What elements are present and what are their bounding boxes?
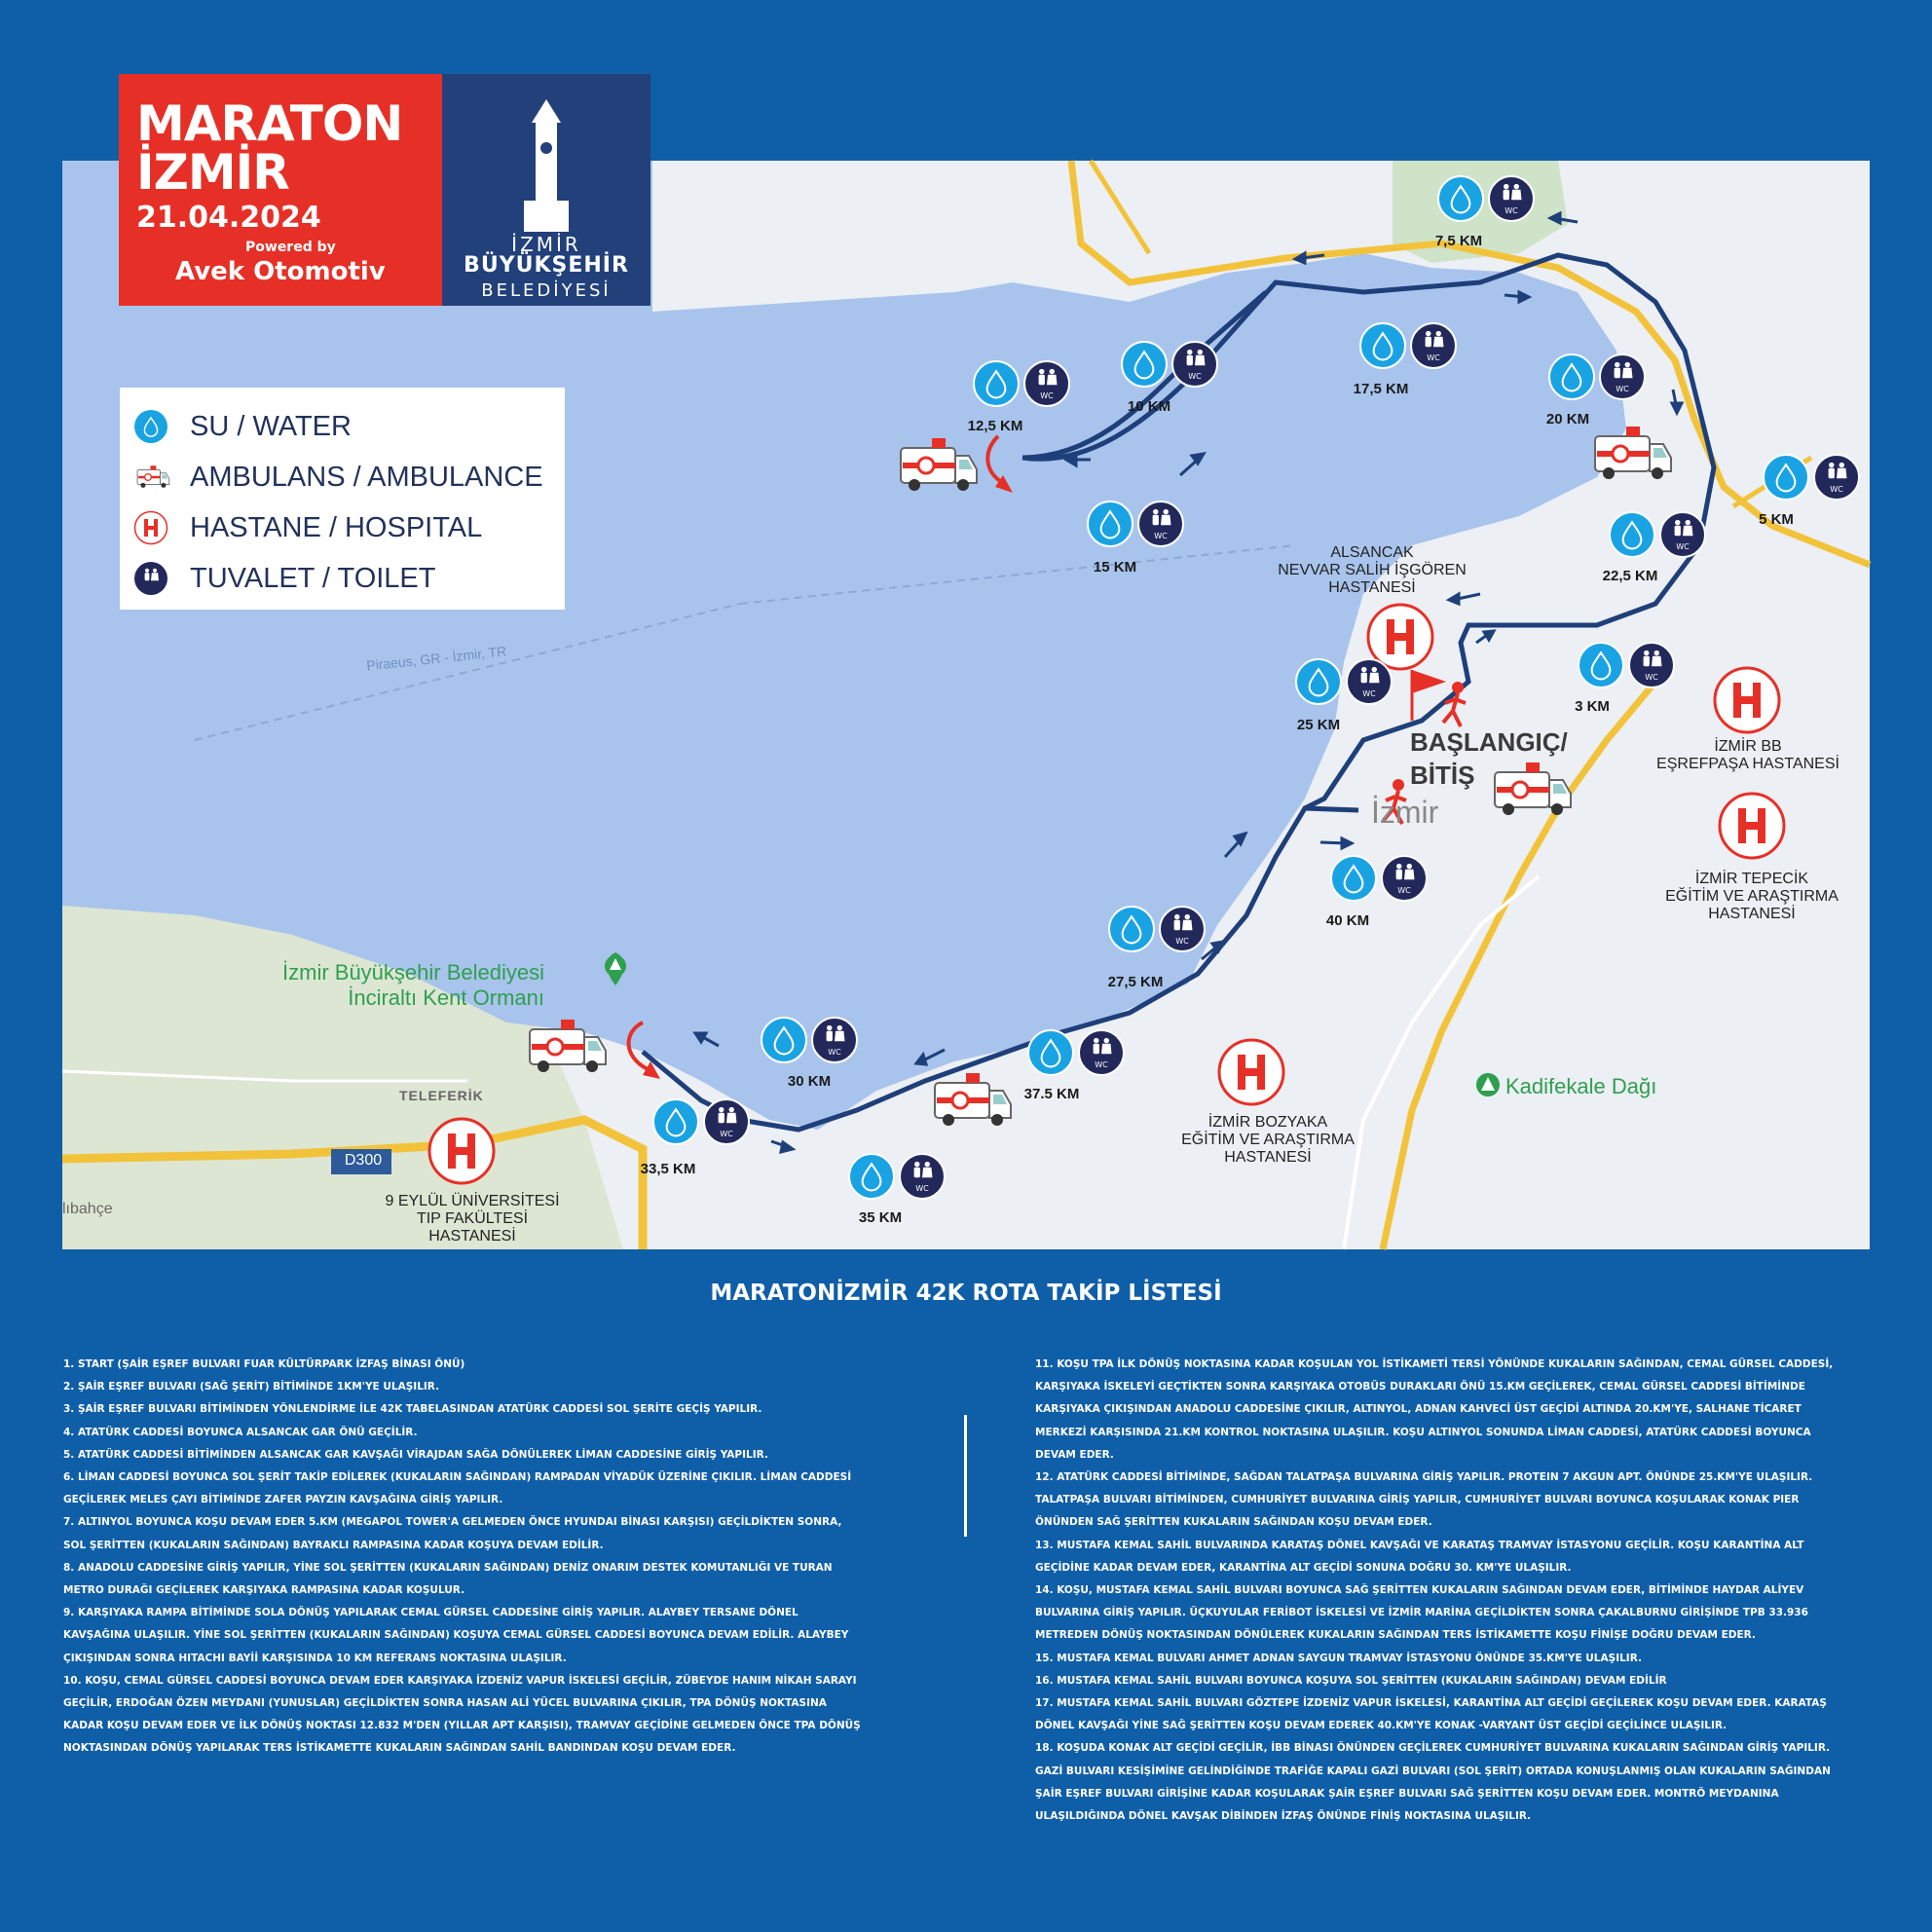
route-step: 10. KOŞU, CEMAL GÜRSEL CADDESİ BOYUNCA DEVAM EDER KARŞIYAKA İZDENİZ VAPUR İSKELESİ GEÇİLİR, ZÜBEYDE HANIM NİKAH SARAYI GEÇİLİR, ERDOĞAN ÖZEN MEYDANI (YUNUSLAR) GEÇİLDİKTEN SONRA HASAN ALİ YÜCEL BULVARINA ÇIKILIR, TPA DÖNÜŞ NOKTASINA KADAR KOŞU DEVAM EDER VE İLK DÖNÜŞ NOKTASI 12.832 M'DEN (YILLAR APT KARŞISI), TRAMVAY GEÇİDİNE GELMEDEN ÖNCE TPA DÖNÜŞ NOKTASINDAN DÖNÜŞ YAPILARAK TERS İSTİKAMETTE KUKALARIN SAĞINDAN SAHİL BANDINDAN KOŞU DEVAM EDER. bbox=[63, 1674, 861, 1755]
district-label: lıbahçe bbox=[62, 1201, 113, 1217]
route-step: 16. MUSTAFA KEMAL SAHİL BULVARI BOYUNCA KOŞUYA SOL ŞERİTTEN (KUKALARIN SAĞINDAN) DEVAM EDİLİR bbox=[1035, 1674, 1667, 1687]
wc-text: WC bbox=[1645, 673, 1658, 682]
station-km-label: 17,5 KM bbox=[1353, 381, 1409, 397]
municipality-name-line3: BELEDİYESİ bbox=[481, 280, 612, 301]
logo-title-line2: İZMİR bbox=[136, 144, 289, 201]
wc-text: WC bbox=[1427, 353, 1440, 362]
route-step: 5. ATATÜRK CADDESİ BİTİMİNDEN ALSANCAK GAR KAVŞAĞI VİRAJDAN SAĞA DÖNÜLEREK LİMAN CADDESİNE GİRİŞ YAPILIR. bbox=[63, 1448, 768, 1461]
water-drop-icon bbox=[1610, 512, 1654, 557]
wc-text: WC bbox=[915, 1184, 929, 1193]
route-step: 1. START (ŞAİR EŞREF BULVARI FUAR KÜLTÜRPARK İZFAŞ BİNASI ÖNÜ) bbox=[63, 1358, 465, 1370]
wc-text: WC bbox=[1188, 372, 1202, 381]
aid-station bbox=[1024, 1030, 1124, 1102]
aid-station bbox=[641, 1099, 749, 1177]
route-step: 11. KOŞU TPA İLK DÖNÜŞ NOKTASINA KADAR KOŞULAN YOL İSTİKAMETİ TERSİ YÖNÜNDE KUKALARIN SAĞINDAN, CEMAL GÜRSEL CADDESİ, KARŞIYAKA İSKELEYİ GEÇTİKTEN SONRA KARŞIYAKA OTOBÜS DURAKLARI ÖNÜ 15.KM GEÇİLEREK, CEMAL GÜRSEL CADDESİ BİTİMİNDE KARŞIYAKA ÇIKIŞINDAN ANADOLU CADDESİNE ÇIKILIR, ALTINYOL, ADNAN KAHVECİ ÜST GEÇİDİ ALTINDA 20.KM'YE, SALHANE TİCARET MERKEZİ KARŞISINDA 21.KM KONTROL NOKTASINA ULAŞILIR. KOŞU ALTINYOL SONUNDA LİMAN CADDESİ, ATATÜRK CADDESİ BOYUNCA DEVAM EDER. bbox=[1035, 1358, 1834, 1461]
route-step: 18. KOŞUDA KONAK ALT GEÇİDİ GEÇİLİR, İBB BİNASI ÖNÜNDEN GEÇİLEREK CUMHURİYET BULVARINA KUKALARIN SAĞINDAN GİRİŞ YAPILIR. GAZİ BULVARI KESİŞİMİNE GELİNDİĞİNDE TRAFİĞE KAPALI GAZİ BULVARI (SOL ŞERİT) ORTADA KONUŞLANMIŞ OLAN KUKALARIN SAĞINDAN ŞAİR EŞREF BULVARI GİRİŞİNE KADAR KOŞULARAK ŞAİR EŞREF BULVARI SAĞ ŞERİTTEN KOŞU DEVAM EDER. MONTRÖ MEYDANINA ULAŞILDIĞINDA DÖNEL KAVŞAK DİBİNDEN İZFAŞ ÖNÜNDE FİNİŞ NOKTASINA ULAŞILIR. bbox=[1035, 1742, 1831, 1823]
route-steps-left bbox=[63, 1354, 862, 1761]
route-step: 13. MUSTAFA KEMAL SAHİL BULVARINDA KARATAŞ DÖNEL KAVŞAĞI VE KARATAŞ TRAMVAY İSTASYONU GEÇİLİR. KOŞU KARANTİNA ALT GEÇİDİNE KADAR DEVAM EDER, KARANTİNA ALT GEÇİDİ SONUNA DOĞRU 30. KM'YE ULAŞILIR. bbox=[1035, 1539, 1804, 1574]
route-step: 14. KOŞU, MUSTAFA KEMAL SAHİL BULVARI BOYUNCA SAĞ ŞERİTTEN KUKALARIN SAĞINDAN DEVAM EDER, BİTİMİNDE HAYDAR ALİYEV BULVARINA GİRİŞ YAPILIR. ÜÇKUYULAR FERİBOT İSKELESİ VE İZMİR MARİNA GEÇİLDİKTEN SONRA ÇAKALBURNU GİRİŞİNDE TPB 33.936 METREDEN DÖNÜŞ NOKTASINDAN DÖNÜLEREK KUKALARIN SAĞINDAN TERS İSTİKAMETTE KOŞU FİNİŞE DOĞRU DEVAM EDER. bbox=[1035, 1584, 1808, 1642]
hospital-label-bozyaka: İZMİR BOZYAKA EĞİTİM VE ARAŞTIRMA HASTANESİ bbox=[1181, 1114, 1355, 1166]
station-km-label: 3 KM bbox=[1575, 698, 1610, 715]
road-number-label: D300 bbox=[344, 1152, 383, 1169]
route-step: 17. MUSTAFA KEMAL SAHİL BULVARI GÖZTEPE İZDENİZ VAPUR İSKELESİ, KARANTİNA ALT GEÇİDİ GEÇİLEREK KOŞU DEVAM EDER. KARATAŞ DÖNEL KAVŞAĞI YİNE SAĞ ŞERİTTEN KOŞU DEVAM EDEREK 40.KM'YE KONAK -VARYANT ÜST GEÇİDİ GEÇİLİNCE ULAŞILIR. bbox=[1035, 1697, 1827, 1732]
wc-text: WC bbox=[1830, 485, 1843, 494]
station-km-label: 12,5 KM bbox=[967, 418, 1023, 434]
logo-title-line1: MARATON bbox=[136, 95, 403, 152]
wc-text: WC bbox=[828, 1048, 841, 1057]
station-km-label: 20 KM bbox=[1545, 411, 1590, 427]
logo-sponsor: Avek Otomotiv bbox=[175, 257, 386, 286]
hospital-label-dokuzeylul: 9 EYLÜL ÜNİVERSİTESİ TIP FAKÜLTESİ HASTANESİ bbox=[385, 1193, 560, 1245]
station-km-label: 33,5 KM bbox=[640, 1161, 696, 1177]
route-step: 4. ATATÜRK CADDESİ BOYUNCA ALSANCAK GAR ÖNÜ GEÇİLİR. bbox=[63, 1426, 418, 1438]
marathon-logo bbox=[119, 74, 442, 306]
water-drop-icon bbox=[1764, 455, 1808, 500]
logo-date: 21.04.2024 bbox=[136, 201, 321, 235]
wc-text: WC bbox=[1505, 206, 1518, 215]
kadifekale-label: Kadifekale Dağı bbox=[1505, 1074, 1657, 1098]
aid-station bbox=[849, 1154, 945, 1226]
route-step: 8. ANADOLU CADDESİNE GİRİŞ YAPILIR, YİNE SOL ŞERİTTEN (KUKALARIN SAĞINDAN) DENİZ ONARIM DESTEK KOMUTANLIĞI VE TURAN METRO DURAĞI GEÇİLEREK KARŞIYAKA RAMPASINA KADAR KOŞULUR. bbox=[63, 1561, 833, 1597]
legend-item-toilet: TUVALET / TOILET bbox=[133, 557, 436, 600]
wc-text: WC bbox=[1175, 937, 1189, 946]
aid-station bbox=[1354, 323, 1456, 397]
aid-station bbox=[762, 1018, 857, 1090]
municipality-logo bbox=[442, 74, 650, 306]
station-km-label: 30 KM bbox=[787, 1073, 832, 1090]
hospital-label-alsancak: ALSANCAK NEVVAR SALİH İŞGÖREN HASTANESİ bbox=[1278, 544, 1467, 596]
water-drop-icon bbox=[133, 409, 168, 444]
hospital-icon bbox=[133, 510, 168, 545]
water-drop-icon bbox=[1549, 354, 1594, 399]
water-drop-icon bbox=[1028, 1030, 1073, 1075]
aid-station bbox=[1435, 176, 1534, 249]
water-drop-icon bbox=[1579, 643, 1623, 687]
legend-item-water: SU / WATER bbox=[133, 405, 352, 448]
water-drop-icon bbox=[1109, 907, 1154, 951]
route-step: 6. LİMAN CADDESİ BOYUNCA SOL ŞERİT TAKİP EDİLEREK (KUKALARIN SAĞINDAN) RAMPADAN VİYADÜK ÜZERİNE ÇIKILIR. LİMAN CADDESİ GEÇİLEREK MELES ÇAYI BİTİMİNDE ZAFER PAYZIN KAVŞAĞINA GİRİŞ YAPILIR. bbox=[63, 1471, 852, 1506]
station-km-label: 35 KM bbox=[858, 1209, 903, 1226]
municipality-name-line2: BÜYÜKŞEHİR bbox=[464, 253, 629, 278]
station-km-label: 10 KM bbox=[1127, 398, 1171, 415]
route-list-title: MARATONİZMİR 42K ROTA TAKİP LİSTESİ bbox=[710, 1281, 1222, 1306]
toilet-icon bbox=[133, 561, 168, 596]
hospital-label-esrefpasa: İZMİR BB EŞREFPAŞA HASTANESİ bbox=[1656, 738, 1839, 772]
aid-station bbox=[1296, 659, 1392, 733]
hospital-label-tepecik: İZMİR TEPECİK EĞİTİM VE ARAŞTIRMA HASTANESİ bbox=[1665, 871, 1839, 922]
map-legend bbox=[120, 388, 565, 610]
aid-station bbox=[1603, 512, 1705, 584]
aid-station bbox=[1122, 342, 1217, 415]
water-drop-icon bbox=[1122, 342, 1167, 387]
aid-station bbox=[1759, 455, 1859, 528]
route-step: 7. ALTINYOL BOYUNCA KOŞU DEVAM EDER 5.KM (MEGAPOL TOWER'A GELMEDEN ÖNCE HYUNDAI BİNASI KARŞISI) GEÇİLDİKTEN SONRA, SOL ŞERİTTEN (KUKALARIN SAĞINDAN) BAYRAKLI RAMPASINA KADAR KOŞUYA DEVAM EDİLİR. bbox=[63, 1516, 842, 1551]
water-drop-icon bbox=[1088, 502, 1133, 546]
city-label: İzmir bbox=[1371, 795, 1439, 830]
water-drop-icon bbox=[1331, 856, 1376, 901]
water-drop-icon bbox=[974, 361, 1019, 406]
wc-text: WC bbox=[1040, 391, 1054, 400]
water-drop-icon bbox=[1360, 323, 1405, 368]
clock-tower-icon bbox=[442, 93, 650, 249]
water-drop-icon bbox=[1438, 176, 1483, 221]
route-step: 2. ŞAİR EŞREF BULVARI (SAĞ ŞERİT) BİTİMİNDE 1KM'YE ULAŞILIR. bbox=[63, 1381, 440, 1393]
ambulance-icon bbox=[133, 460, 172, 495]
aid-station bbox=[1575, 643, 1674, 715]
legend-item-ambulance: AMBULANS / AMBULANCE bbox=[133, 456, 543, 499]
wc-text: WC bbox=[1676, 542, 1690, 551]
station-km-label: 5 KM bbox=[1759, 511, 1794, 528]
station-km-label: 15 KM bbox=[1093, 559, 1137, 576]
aid-station bbox=[1326, 856, 1427, 929]
station-km-label: 37.5 KM bbox=[1023, 1086, 1080, 1102]
station-km-label: 27,5 KM bbox=[1107, 974, 1164, 990]
legend-item-hospital: HASTANE / HOSPITAL bbox=[133, 506, 482, 549]
water-drop-icon bbox=[1296, 659, 1341, 704]
municipality-name-line1: İZMİR bbox=[511, 233, 581, 256]
water-drop-icon bbox=[849, 1154, 894, 1199]
station-km-label: 40 KM bbox=[1325, 912, 1370, 929]
aid-station bbox=[1108, 907, 1205, 990]
logo-powered-by: Powered by bbox=[245, 240, 336, 255]
wc-text: WC bbox=[1616, 385, 1629, 393]
route-steps-right bbox=[1035, 1354, 1834, 1828]
aid-station bbox=[968, 361, 1069, 434]
wc-text: WC bbox=[1397, 886, 1411, 895]
aid-station bbox=[1546, 354, 1645, 427]
column-divider bbox=[964, 1415, 967, 1537]
wc-text: WC bbox=[720, 1130, 733, 1138]
water-drop-icon bbox=[762, 1018, 806, 1062]
station-km-label: 25 KM bbox=[1296, 717, 1341, 733]
start-finish-label: BAŞLANGIÇ/ BİTİŞ bbox=[1410, 727, 1568, 790]
ferry-route-label: Piraeus, GR - İzmir, TR bbox=[365, 643, 507, 674]
station-km-label: 22,5 KM bbox=[1602, 568, 1658, 584]
wc-text: WC bbox=[1095, 1060, 1108, 1069]
wc-text: WC bbox=[1362, 689, 1376, 698]
wc-text: WC bbox=[1154, 532, 1168, 540]
route-step: 3. ŞAİR EŞREF BULVARI BİTİMİNDEN YÖNLENDİRME İLE 42K TABELASINDAN ATATÜRK CADDESİ SOL ŞERİTE GEÇİŞ YAPILIR. bbox=[63, 1403, 762, 1416]
route-step: 9. KARŞIYAKA RAMPA BİTİMİNDE SOLA DÖNÜŞ YAPILARAK CEMAL GÜRSEL CADDESİNE GİRİŞ YAPILIR. ALAYBEY TERSANE DÖNEL KAVŞAĞINA ULAŞILIR. YİNE SOL ŞERİTTEN (KUKALARIN SAĞINDAN) KOŞUYA CEMAL GÜRSEL CADDESİ BOYUNCA DEVAM EDİLİR. ALAYBEY ÇIKIŞINDAN SONRA HITACHI BAYİİ KARŞISINDA 10 KM REFERANS NOKTASINA ULAŞILIR. bbox=[63, 1607, 849, 1664]
route-step: 15. MUSTAFA KEMAL BULVARI AHMET ADNAN SAYGUN TRAMVAY İSTASYONU ÖNÜNDE 35.KM'YE ULAŞILIR. bbox=[1035, 1652, 1642, 1664]
forest-label: İzmir Büyükşehir Belediyesi İnciraltı Kent Ormanı bbox=[282, 960, 544, 1010]
water-drop-icon bbox=[653, 1099, 698, 1144]
route-step: 12. ATATÜRK CADDESİ BİTİMİNDE, SAĞDAN TALATPAŞA BULVARINA GİRİŞ YAPILIR. PROTEIN 7 AKGUN APT. ÖNÜNDE 25.KM'YE ULAŞILIR. TALATPAŞA BULVARI BİTİMİNDEN, CUMHURİYET BULVARINA GİRİŞ YAPILIR, CUMHURİYET BULVARI BOYUNCA KOŞULARAK KONAK PIER ÖNÜNDEN SAĞ ŞERİTTEN KUKALARIN SAĞINDAN KOŞU DEVAM EDER. bbox=[1035, 1471, 1813, 1529]
station-km-label: 7,5 KM bbox=[1434, 233, 1483, 249]
aid-station bbox=[1088, 502, 1183, 576]
teleferik-label: TELEFERİK bbox=[399, 1088, 484, 1103]
